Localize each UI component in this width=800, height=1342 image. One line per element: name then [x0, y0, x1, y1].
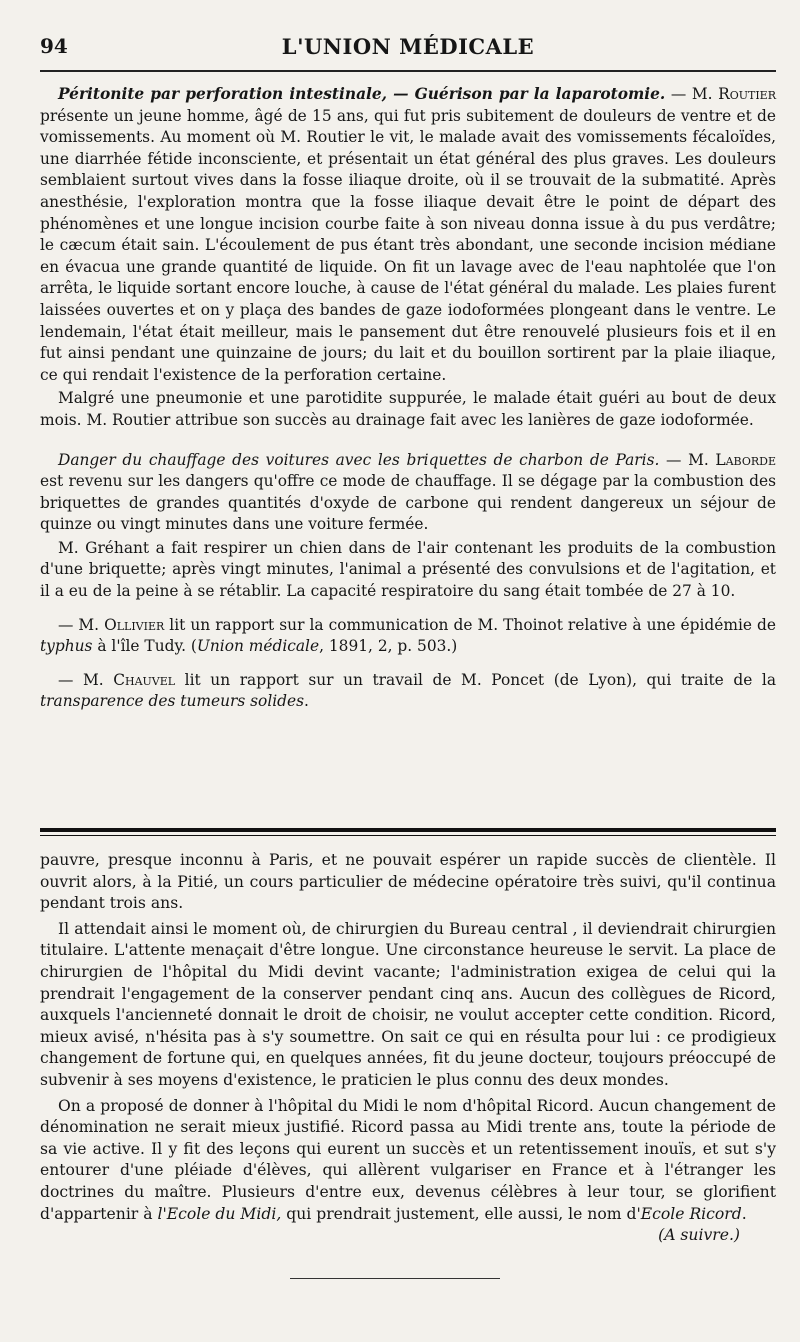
- note-ollivier-text-a: lit un rapport sur la communication de M. Thoinot relative à une épidémie de: [164, 615, 776, 634]
- case-peritonite-title: Péritonite par perforation intestinale, — Guérison par la laparotomie.: [58, 85, 666, 103]
- note-ollivier-text-c: , 1891, 2, p. 503.): [319, 637, 458, 656]
- case-peritonite-text: présente un jeune homme, âgé de 15 ans, qui fut pris subitement de douleurs de ventre et de vomissements. Au moment où M. Routier le vit, le malade avait des vomissements fécaloïdes, une diarrhée fétide inconsciente, et présentait un état général des plus graves. Les douleurs semblaient surtout vives dans la fosse iliaque droite, où il se trouvait de la submatité. Après anesthésie, l'exploration montra que la fosse iliaque devait être le point de départ des phénomènes et une longue incision courbe faite à son niveau donna issue à du pus verdâtre; le cæcum était sain. L'écoulement de pus étant très abondant, une seconde incision médiane en évacua une grande quantité de liquide. On fit un lavage avec de l'eau naphtolée que l'on arrêta, le liquide sortant encore louche, à cause de l'état général du malade. Les plaies furent laissées ouvertes et on y plaça des bandes de gaze iodoformées plongeant dans le ventre. Le lendemain, l'état était meilleur, mais le pansement dut être renouvelé plusieurs fois et il en fut ainsi pendant une quinzaine de jours; du lait et du bouillon sortirent par la plaie iliaque, ce qui rendait l'existence de la perforation certaine.: [40, 106, 776, 384]
- note-ollivier-source: Union médicale: [196, 637, 320, 656]
- note-chauvel-text-b: .: [304, 692, 309, 711]
- feuilleton-paragraph-3: [40, 1096, 776, 1245]
- case-chauffage-paragraph: [40, 450, 776, 536]
- feuilleton-divider: [40, 828, 776, 840]
- running-title: L'UNION MÉDICALE: [281, 34, 535, 59]
- case-peritonite-dash: — M.: [665, 85, 719, 103]
- header-rule: [40, 70, 776, 72]
- page-header: [40, 34, 776, 64]
- note-chauvel: [40, 670, 776, 713]
- feuilleton-p3-text-a: On a proposé de donner à l'hôpital du Midi le nom d'hôpital Ricord. Aucun changement de dénomination ne serait mieux justifié. Ricord passa au Midi trente ans, toute la période de sa vie active. Il y fit des leçons qui eurent un succès et un retentissement inouïs, et sut s'y entourer d'une pléiade d'élèves, qui allèrent vulgariser en France et à l'étranger les doctrines du maître. Plusieurs d'entre eux, devenus célèbres à leur tour, se glorifient d'appartenir à: [40, 1096, 776, 1223]
- page-number: 94: [40, 34, 68, 58]
- note-ollivier-text-b: à l'île Tudy. (: [92, 637, 197, 656]
- feuilleton-p3-text-b: qui prendrait justement, elle aussi, le nom d': [281, 1204, 641, 1223]
- note-chauvel-text-a: lit un rapport sur un travail de M. Poncet (de Lyon), qui traite de la: [175, 670, 776, 689]
- feuilleton-ecole-ricord: Ecole Ricord: [640, 1204, 742, 1223]
- case-peritonite-paragraph: [40, 84, 776, 386]
- case-chauffage-dash: — M.: [659, 450, 716, 469]
- surgeon-name-routier: Routier: [718, 85, 776, 103]
- note-ollivier-prefix: — M.: [58, 615, 105, 634]
- case-peritonite-outcome: Malgré une pneumonie et une parotidite suppurée, le malade était guéri au bout de deux mois. M. Routier attribue son succès au drainage fait avec les lanières de gaze iodoformée.: [40, 389, 776, 429]
- feuilleton-ecole-midi: l'Ecole du Midi,: [157, 1204, 282, 1223]
- note-chauvel-prefix: — M.: [58, 670, 114, 689]
- author-name-laborde: Laborde: [715, 450, 776, 469]
- case-chauffage-text: est revenu sur les dangers qu'offre ce mode de chauffage. Il se dégage par la combustion des briquettes de grandes quantités d'oxyde de carbone qui rendent dangereux un séjour de quinze ou vingt minutes dans une voiture fermée.: [40, 472, 776, 534]
- feuilleton-p3-text-c: .: [741, 1204, 747, 1223]
- feuilleton-paragraph-2: Il attendait ainsi le moment où, de chirurgien du Bureau central , il deviendrait chirurgien titulaire. L'attente menaçait d'être longue. Une circonstance heureuse le servit. La place de chirurgien de l'hôpital du Midi devint vacante; l'administration exigea de celui qui la prendrait l'engagement de la conserver pendant cinq ans. Aucun des collègues de Ricord, auxquels l'ancienneté donnait le droit de choisir, ne voulut accepter cette condition. Ricord, mieux avisé, n'hésita pas à s'y soumettre. On sait ce qui en résulta pour lui : ce prodigieux changement de fortune qui, en quelques années, fit du jeune docteur, toujours préoccupé de subvenir à ses moyens d'existence, le praticien le plus connu des deux mondes.: [40, 919, 776, 1089]
- note-chauvel-topic: transparence des tumeurs solides: [40, 692, 305, 711]
- feuilleton-paragraph-1: pauvre, presque inconnu à Paris, et ne pouvait espérer un rapide succès de clientèle. Il ouvrit alors, à la Pitié, un cours particulier de médecine opératoire très suivi, qu'il continua pendant trois ans.: [40, 851, 776, 913]
- proceedings-section: [40, 84, 776, 715]
- bottom-rule: [290, 1278, 500, 1279]
- to-be-continued: (A suivre.): [658, 1226, 740, 1245]
- author-name-ollivier: Ollivier: [104, 615, 165, 634]
- author-name-chauvel: Chauvel: [113, 670, 176, 689]
- case-chauffage-experiment: M. Gréhant a fait respirer un chien dans de l'air contenant les produits de la combustion d'une briquette; après vingt minutes, l'animal a présenté des convulsions et de l'agitation, et il a eu de la peine à se rétablir. La capacité respiratoire du sang était tombée de 27 à 10.: [40, 538, 776, 601]
- note-ollivier-disease: typhus: [40, 637, 93, 656]
- case-chauffage-title: Danger du chauffage des voitures avec les briquettes de charbon de Paris.: [58, 450, 660, 469]
- feuilleton-section: [40, 850, 776, 1247]
- note-ollivier: [40, 615, 776, 658]
